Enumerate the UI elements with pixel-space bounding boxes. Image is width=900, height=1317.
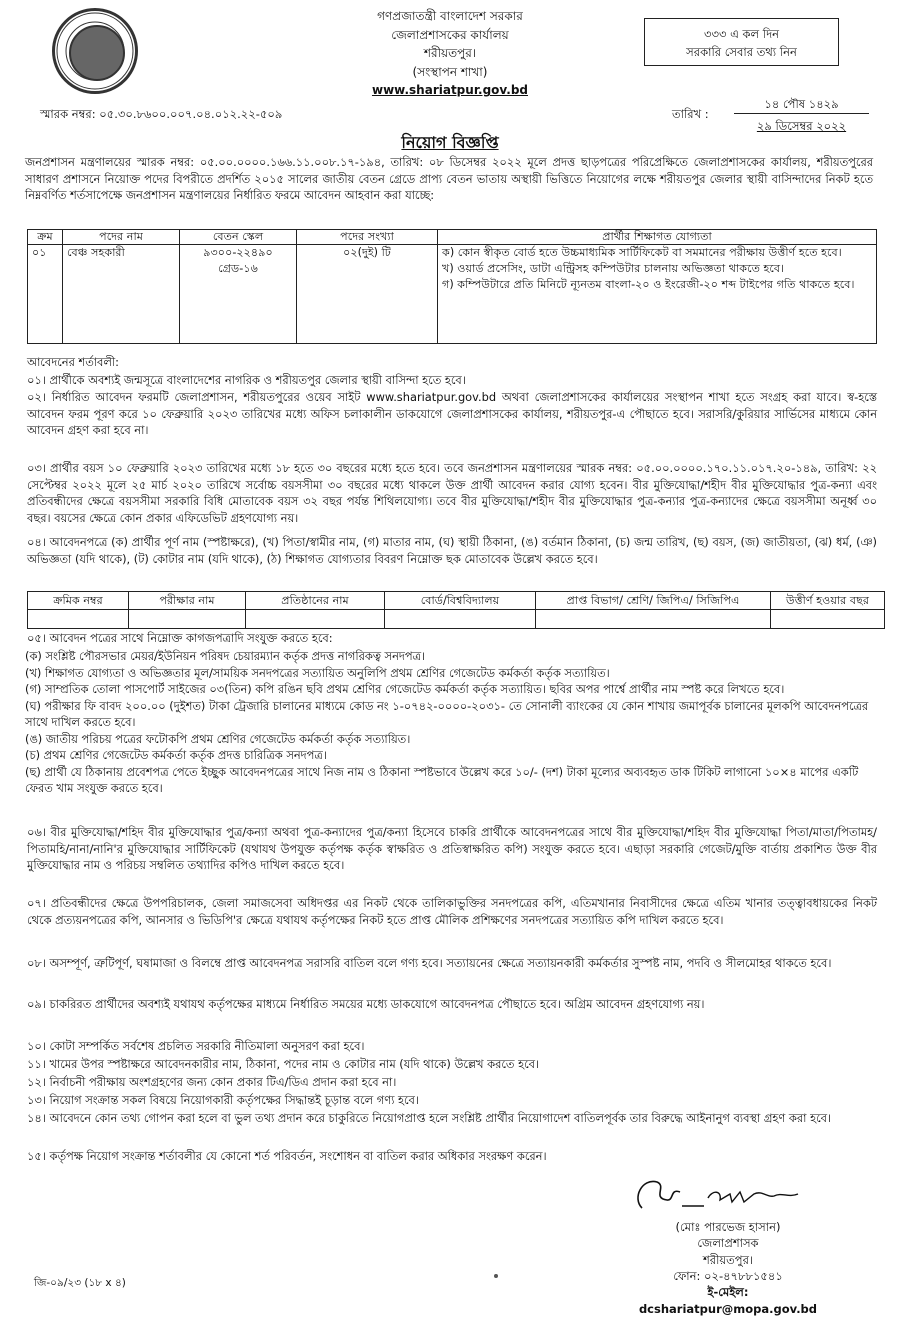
condition-14: ১৪। আবেদনে কোন তথ্য গোপন করা হলে বা ভুল তথ্য প্রদান করে চাকুরিতে নিয়োগপ্রাপ্ত হলে সংশ্লিষ্ট প্রার্থীর নিয়োগাদেশ বাতিলপূর্বক তার বিরুদ্ধে আইনানুগ ব্যবস্থা গ্রহণ করা হবে। [27, 1111, 832, 1125]
education-table-header [28, 592, 885, 610]
office-header [260, 7, 640, 100]
seal-emblem [69, 25, 125, 81]
document-item: (ঘ) পরীক্ষার ফি বাবদ ২০০.০০ (দুইশত) টাকা ট্রেজারি চালানের মাধ্যমে কোড নং ১-০৭৪২-০০০০-২০৩১- তে সোনালী ব্যাংকের যে কোন শাখায় জমাপূর্বক চালানের মূলকপি আবেদনপত্রের সাথে দাখিল করতে হবে। [25, 698, 869, 730]
signatory-phone: ফোন: ০২-৪৭৮৮১৫৪১ [673, 1268, 783, 1283]
hotline-box [644, 18, 839, 66]
documents-list [25, 648, 880, 797]
cell-pay-scale [180, 245, 297, 344]
cell-post-count: ০২(দুই) টি [297, 245, 438, 344]
condition-11: ১১। খামের উপর স্পষ্টাক্ষরে আবেদনকারীর নাম, ঠিকানা, পদের নাম ও কোটার নাম (যদি থাকে) উল্লেখ করতে হবে। [27, 1057, 540, 1071]
condition-08: ০৮। অসম্পূর্ণ, ত্রুটিপূর্ণ, ঘষামাজা ও বিলম্বে প্রাপ্ত আবেদনপত্র সরাসরি বাতিল বলে গণ্য হবে। সত্যায়নের ক্ষেত্রে সত্যায়নকারী কর্মকর্তার সুস্পষ্ট নাম, পদবি ও সীলমোহর থাকতে হবে। [27, 956, 832, 970]
cell-serial: ০১ [28, 245, 63, 344]
header-line-office: জেলাপ্রশাসকের কার্যালয় [391, 27, 509, 42]
condition-04: ০৪। আবেদনপত্রে (ক) প্রার্থীর পূর্ণ নাম (স্পষ্টাক্ষরে), (খ) পিতা/স্বামীর নাম, (গ) মাতার নাম, (ঘ) স্থায়ী ঠিকানা, (ঙ) বর্তমান ঠিকানা, (চ) জন্ম তারিখ, (ছ) বয়স, (জ) জাতীয়তা, (ঝ) ধর্ম, (ঞ) অভিজ্ঞতা (যদি থাকে), (ট) কোটার নাম (যদি থাকে), (ঠ) শিক্ষাগত যোগ্যতার বিবরণ নিম্নোক্ত ছক মোতাবেক উল্লেখ করতে হবে। [27, 535, 877, 566]
table-row [28, 610, 885, 629]
col-post-name: পদের নাম [63, 230, 180, 245]
edu-col-institution: প্রতিষ্ঠানের নাম [246, 592, 385, 610]
signatory-email[interactable]: ই-মেইল: dcshariatpur@mopa.gov.bd [638, 1285, 818, 1316]
intro-paragraph: জনপ্রশাসন মন্ত্রণালয়ের স্মারক নম্বর: ০৫.০০.০০০০.১৬৬.১১.০০৮.১৭-১৯৪, তারিখ: ০৮ ডিসেম্বর ২০২২ মূলে প্রদত্ত ছাড়পত্রের পরিপ্রেক্ষিতে জেলাপ্রশাসকের কার্যালয়, শরীয়তপুরের সাধারণ প্রশাসনে নিয়োক্ত পদের বিপরীতে প্রদর্শিত ২০১৫ সালের জাতীয় বেতন গ্রেডে প্রাপ্য বেতন ভাতায় অস্থায়ী ভিত্তিতে নিয়োগের লক্ষে শরীয়তপুর জেলার স্থায়ী বাসিন্দাদের নিকট হতে নিম্নবর্ণিত শর্তসাপেক্ষে জনপ্রশাসন মন্ত্রণালয়ের নির্ধারিত ফরমে আবেদন আহবান করা যাচ্ছে: [25, 155, 873, 203]
date-bangla: ১৪ পৌষ ১৪২৯ [734, 96, 869, 114]
condition-02: ০২। নির্ধারিত আবেদন ফরমটি জেলাপ্রশাসন, শরীয়তপুরের ওয়েব সাইট www.shariatpur.gov.bd অথবা জেলাপ্রশাসকের কার্যালয়ের সংস্থাপন শাখা হতে সংগ্রহ করা যাবে। স্ব-হস্তে আবেদন ফরম পূরণ করে ১০ ফেব্রুয়ারি ২০২৩ তারিখের মধ্যে অফিস চলাকালীন ডাকযোগে জেলাপ্রশাসকের কার্যালয়, শরীয়তপুর-এ পৌছাতে হবে। সরাসরি/কুরিয়ার সার্ভিসের মাধ্যমে কোন আবেদন গ্রহণ করা হবে না। [27, 390, 877, 438]
document-item: (ছ) প্রার্থী যে ঠিকানায় প্রবেশপত্র পেতে ইচ্ছুক আবেদনপত্রের সাথে নিজ নাম ও ঠিকানা স্পষ্টভাবে উল্লেখ করে ১০/- (দশ) টাকা মূল্যের অব্যবহৃত ডাক টিকিট লাগানো ১০×৪ মাপের একটি ফেরত খাম সংযুক্ত করতে হবে। [25, 764, 859, 796]
edu-cell [246, 610, 385, 629]
header-line-district: শরীয়তপুর। [423, 46, 477, 61]
education-table [27, 591, 885, 629]
posts-table-header [28, 230, 877, 245]
title-text: নিয়োগ বিজ্ঞপ্তি [401, 133, 499, 152]
document-item: (চ) প্রথম শ্রেণির গেজেটেড কর্মকর্তা কর্তৃক প্রদত্ত চারিত্রিক সনদপত্র। [25, 748, 327, 763]
edu-cell [129, 610, 246, 629]
qualification-item: খ) ওয়ার্ড প্রসেসিং, ডাটা এন্ট্রিসহ কম্পিউটার চালনায় অভিজ্ঞতা থাকতে হবে। [442, 262, 785, 276]
edu-col-board: বোর্ড/বিশ্ববিদ্যালয় [385, 592, 536, 610]
col-serial: ক্রম [28, 230, 63, 245]
cell-post-name: বেঞ্চ সহকারী [63, 245, 180, 344]
page-dot [494, 1274, 498, 1278]
header-line-government: গণপ্রজাতন্ত্রী বাংলাদেশ সরকার [377, 9, 523, 23]
edu-cell [771, 610, 885, 629]
condition-12: ১২। নির্বাচনী পরীক্ষায় অংশগ্রহণের জন্য কোন প্রকার টিএ/ডিএ প্রদান করা হবে না। [27, 1075, 397, 1089]
hotline-line-1: ৩৩৩ এ কল দিন [704, 27, 779, 41]
handwritten-signature [612, 1168, 802, 1223]
memo-number: স্মারক নম্বর: ০৫.৩০.৮৬০০.০০৭.০৪.০১২.২২-৫০৯ [40, 107, 283, 121]
conditions-heading: আবেদনের শর্তাবলী: [27, 355, 119, 369]
condition-01: ০১। প্রার্থীকে অবশ্যই জন্মসূত্রে বাংলাদেশের নাগরিক ও শরীয়তপুর জেলার স্থায়ী বাসিন্দা হতে হবে। [27, 373, 466, 387]
document-item: (ঙ) জাতীয় পরিচয় পত্রের ফটোকপি প্রথম শ্রেণির গেজেটেড কর্মকর্তা কর্তৃক সত্যায়িত। [25, 731, 411, 746]
signatory-name: (মোঃ পারভেজ হাসান) [675, 1220, 781, 1234]
signatory-place: শরীয়তপুর। [702, 1252, 754, 1267]
col-post-count: পদের সংখ্যা [297, 230, 438, 245]
page-title [0, 131, 900, 154]
date-label: তারিখ : [672, 107, 709, 121]
table-row [28, 245, 877, 344]
edu-col-year: উত্তীর্ণ হওয়ার বছর [771, 592, 885, 610]
edu-cell [385, 610, 536, 629]
condition-09: ০৯। চাকরিরত প্রার্থীদের অবশ্যই যথাযথ কর্তৃপক্ষের মাধ্যমে নির্ধারিত সময়ের মধ্যে ডাকযোগে আবেদনপত্র পৌছাতে হবে। অগ্রিম আবেদন গ্রহণযোগ্য নয়। [27, 997, 705, 1011]
pay-scale-value: ৯৩০০-২২৪৯০ [203, 246, 273, 259]
col-qualification: প্রার্থীর শিক্ষাগত যোগ্যতা [438, 230, 877, 245]
grade-value: গ্রেড-১৬ [218, 262, 258, 276]
edu-cell [536, 610, 771, 629]
government-seal-logo [52, 8, 138, 94]
document-item: (খ) শিক্ষাগত যোগ্যতা ও অভিজ্ঞতার মূল/সাময়িক সনদপত্রের সত্যায়িত অনুলিপি প্রথম শ্রেণির গেজেটেড কর্মকর্তা কর্তৃক সত্যায়িত। [25, 665, 610, 680]
condition-10: ১০। কোটা সম্পর্কিত সর্বশেষ প্রচলিত সরকারি নীতিমালা অনুসরণ করা হবে। [27, 1039, 365, 1053]
edu-col-exam: পরীক্ষার নাম [129, 592, 246, 610]
cell-qualification [438, 245, 877, 344]
website-link[interactable]: www.shariatpur.gov.bd [371, 83, 528, 98]
signatory-designation: জেলাপ্রশাসক [697, 1236, 759, 1251]
condition-07: ০৭। প্রতিবন্ধীদের ক্ষেত্রে উপপরিচালক, জেলা সমাজসেবা অধিদপ্তর এর নিকট থেকে তালিকাভুক্তির সনদপত্রের কপি, এতিমখানার নিবাসীদের ক্ষেত্রে এতিম খানার তত্ত্বাবধায়কের নিকট থেকে প্রত্যয়নপত্রের কপি, আনসার ও ভিডিপি'র ক্ষেত্রে যথাযথ কর্তৃপক্ষের নিকট হতে প্রাপ্ত মৌলিক প্রশিক্ষণের সনদপত্রের সত্যায়িত কপি দাখিল করতে হবে। [27, 896, 877, 927]
condition-06: ০৬। বীর মুক্তিযোদ্ধা/শহিদ বীর মুক্তিযোদ্ধার পুত্র/কন্যা অথবা পুত্র-কন্যাদের পুত্র/কন্যা হিসেবে চাকরি প্রার্থীকে আবেদনপত্রের সাথে বীর মুক্তিযোদ্ধা/শহিদ বীর মুক্তিযোদ্ধা পিতা/মাতা/পিতামহ/পিতামহি/নানা/নানি'র মুক্তিযোদ্ধার সার্টিফিকেট (যথাযথ উপযুক্ত কর্তৃপক্ষ কর্তৃক স্বাক্ষরিত ও প্রতিস্বাক্ষরিত কপি) সংযুক্ত করতে হবে। এছাড়া সরকারি গেজেট/মুক্তি বার্তায় প্রকাশিত উক্ত বীর মুক্তিযোদ্ধার নাম ও পরিচয় সম্বলিত তথ্যাদির কপিও দাখিল করতে হবে। [27, 825, 877, 873]
edu-cell [28, 610, 129, 629]
condition-05: ০৫। আবেদন পত্রের সাথে নিম্নোক্ত কাগজপত্রাদি সংযুক্ত করতে হবে: [27, 631, 333, 645]
edu-col-serial: ক্রমিক নম্বর [28, 592, 129, 610]
qualification-item: গ) কম্পিউটারে প্রতি মিনিটে ন্যূনতম বাংলা-২০ ও ইংরেজী-২০ শব্দ টাইপের গতি থাকতে হবে। [442, 278, 855, 292]
signature-block [618, 1219, 838, 1317]
document-item: (ক) সংশ্লিষ্ট পৌরসভার মেয়র/ইউনিয়ন পরিষদ চেয়ারম্যান কর্তৃক প্রদত্ত নাগরিকত্ব সনদপত্র। [25, 649, 426, 663]
condition-15: ১৫। কর্তৃপক্ষ নিয়োগ সংক্রান্ত শর্তাবলীর যে কোনো শর্ত পরিবর্তন, সংশোধন বা বাতিল করার অধিকার সংরক্ষণ করেন। [27, 1149, 547, 1163]
hotline-line-2: সরকারি সেবার তথ্য নিন [686, 45, 797, 60]
footer-code: জি-০৯/২৩ (১৮ x ৪) [34, 1277, 126, 1289]
document-item: (গ) সাম্প্রতিক তোলা পাসপোর্ট সাইজের ০৩(তিন) কপি রঙিন ছবি প্রথম শ্রেণির গেজেটেড কর্মকর্তা কর্তৃক সত্যায়িত। ছবির অপর পার্শ্বে প্রার্থীর নাম স্পষ্ট করে লিখতে হবে। [25, 682, 785, 697]
condition-13: ১৩। নিয়োগ সংক্রান্ত সকল বিষয়ে নিয়োগকারী কর্তৃপক্ষের সিদ্ধান্তই চূড়ান্ত বলে গণ্য হবে। [27, 1093, 419, 1107]
edu-col-result: প্রাপ্ত বিভাগ/ শ্রেণি/ জিপিএ/ সিজিপিএ [536, 592, 771, 610]
posts-table [27, 229, 877, 344]
col-pay-scale: বেতন স্কেল [180, 230, 297, 245]
header-line-section: (সংস্থাপন শাখা) [412, 64, 488, 79]
condition-03: ০৩। প্রার্থীর বয়স ১০ ফেব্রুয়ারি ২০২৩ তারিখের মধ্যে ১৮ হতে ৩০ বছরের মধ্যে হতে হবে। তবে জনপ্রশাসন মন্ত্রণালয়ের স্মারক নম্বর: ০৫.০০.০০০০.১৭০.১১.০১৭.২০-১৪৯, তারিখ: ২২ সেপ্টেম্বর ২০২২ মূলে ২৫ মার্চ ২০২০ তারিখে সর্বোচ্চ বয়সসীমা ৩০ বছরের মধ্যে থাকলে উক্ত প্রার্থী আবেদন করার যোগ্য হবেন। বীর মুক্তিযোদ্ধা/শহীদ বীর মুক্তিযোদ্ধার পুত্র-কন্যা এবং প্রতিবন্ধীদের ক্ষেত্রে বয়সসীমা সরকারি বিধি মোতাবেক বয়স ৩২ বছর পর্যন্ত শিথিলযোগ্য। তবে বীর মুক্তিযোদ্ধা/শহীদ বীর মুক্তিযোদ্ধার পুত্র-কন্যার পুত্র-কন্যাদের ক্ষেত্রে বয়সসীমা অনূর্ধ্ব ৩০ বছর। বয়সের ক্ষেত্রে কোন প্রকার এফিডেভিট গ্রহণযোগ্য নয়। [27, 461, 877, 525]
date-english: ২৯ ডিসেম্বর ২০২২ [756, 119, 847, 133]
qualification-item: ক) কোন স্বীকৃত বোর্ড হতে উচ্চমাধ্যমিক সার্টিফিকেট বা সমমানের পরীক্ষায় উত্তীর্ণ হতে হবে। [442, 246, 842, 259]
